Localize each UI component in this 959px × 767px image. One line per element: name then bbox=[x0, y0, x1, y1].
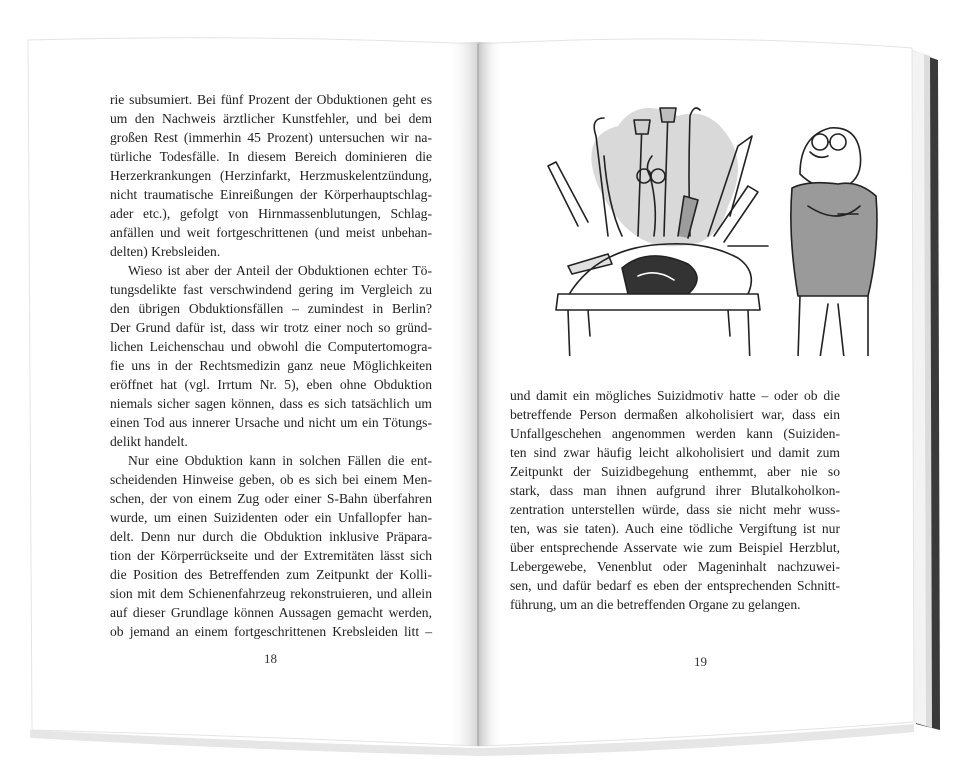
text-line: um den Nachweis ärztlicher Kunstfehler, und bei dem bbox=[110, 111, 432, 126]
text-line: anfällen und weit fortgeschrittenen (und meist unbehan- bbox=[110, 225, 432, 240]
text-line: großen Rest (immerhin 45 Prozent) untersuchen wir na- bbox=[110, 130, 432, 145]
text-line: Unfallgeschehen angenommen werden kann (Suiziden- bbox=[510, 426, 840, 441]
text-line: türliche Todesfälle. In diesem Bereich dominieren die bbox=[110, 149, 432, 164]
text-line: Nur eine Obduktion kann in solchen Fällen die ent- bbox=[128, 453, 432, 468]
text-line: eröffnet hat (vgl. Irrtum Nr. 5), eben ohne Obduktion bbox=[110, 377, 432, 392]
text-line: ten, was sie taten). Auch eine tödliche Vergiftung ist nur bbox=[510, 521, 840, 536]
text-line: fie uns in der Rechtsmedizin ganz neue Möglichkeiten bbox=[110, 358, 432, 373]
text-line: delt. Denn nur durch die Obduktion inklusive Präpara- bbox=[110, 529, 432, 544]
text-line: ob jemand an einem fortgeschrittenen Krebsleiden litt – bbox=[110, 624, 432, 639]
left-page-text bbox=[110, 90, 432, 641]
text-line: scheidenden Hinweise geben, ob es sich bei einem Men- bbox=[110, 472, 432, 487]
text-line: delikt handelt. bbox=[110, 434, 188, 449]
right-page-text bbox=[510, 386, 840, 614]
text-line: delten) Krebsleiden. bbox=[110, 244, 221, 259]
text-line: nicht traumatische Einreißungen der Körperhauptschlag- bbox=[110, 187, 432, 202]
text-line: zentration unterstellen würde, dass sie nicht mehr wuss- bbox=[510, 502, 840, 517]
left-page-number: 18 bbox=[264, 651, 277, 666]
text-line: niemals sicher sagen können, dass es sich tatsächlich um bbox=[110, 396, 432, 411]
autopsy-illustration bbox=[538, 96, 898, 356]
text-line: auf dieser Grundlage können Aussagen gemacht werden, bbox=[110, 605, 432, 620]
text-line: wurde, um einen Suizidenten oder ein Unfallopfer han- bbox=[110, 510, 432, 525]
text-line: stark, dass man ihnen aufgrund ihrer Blutalkoholkon- bbox=[510, 483, 840, 498]
text-line: und damit ein mögliches Suizidmotiv hatte – oder ob die bbox=[510, 388, 840, 403]
text-line: über entsprechende Asservate wie zum Beispiel Herzblut, bbox=[510, 540, 840, 555]
text-line: Zeitpunkt der Suizidbegehung enthemmt, aber nie so bbox=[510, 464, 840, 479]
text-line: Der Grund dafür ist, dass wir trotz einer noch so gründ- bbox=[110, 320, 432, 335]
text-line: tungsdelikte fast verschwindend gering im Vergleich zu bbox=[110, 282, 432, 297]
text-line: die Position des Betreffenden zum Zeitpunkt der Kolli- bbox=[110, 567, 432, 582]
text-line: lichen Leichenschau und obwohl die Computertomogra- bbox=[110, 339, 432, 354]
text-line: einen Tod aus innerer Ursache und nicht um ein Tötungs- bbox=[110, 415, 432, 430]
text-line: sen, und dafür bedarf es eben der entsprechenden Schnitt- bbox=[510, 578, 840, 593]
right-page-number: 19 bbox=[694, 654, 707, 669]
text-line: Wieso ist aber der Anteil der Obduktionen echter Tö- bbox=[128, 263, 432, 278]
text-line: Herzerkrankungen (Herzinfarkt, Herzmuskelentzündung, bbox=[110, 168, 432, 183]
text-line: Lebergewebe, Venenblut oder Mageninhalt nachzuwei- bbox=[510, 559, 840, 574]
text-line: ader etc.), gefolgt von Hirnmassenblutungen, Schlag- bbox=[110, 206, 432, 221]
text-line: betreffende Person dermaßen alkoholisiert war, dass ein bbox=[510, 407, 840, 422]
text-line: tion der Körperrückseite und der Extremitäten lässt sich bbox=[110, 548, 432, 563]
text-line: ten sind zwar häufig leicht alkoholisiert und damit zum bbox=[510, 445, 840, 460]
text-line: führung, um an die betreffenden Organe zu gelangen. bbox=[510, 597, 801, 612]
text-line: schen, der von einem Zug oder einer S-Bahn überfahren bbox=[110, 491, 432, 506]
text-line: sion mit dem Schienenfahrzeug rekonstruieren, und allein bbox=[110, 586, 432, 601]
text-line: rie subsumiert. Bei fünf Prozent der Obduktionen geht es bbox=[110, 92, 432, 107]
text-line: den übrigen Obduktionsfällen – zumindest in Berlin? bbox=[110, 301, 432, 316]
